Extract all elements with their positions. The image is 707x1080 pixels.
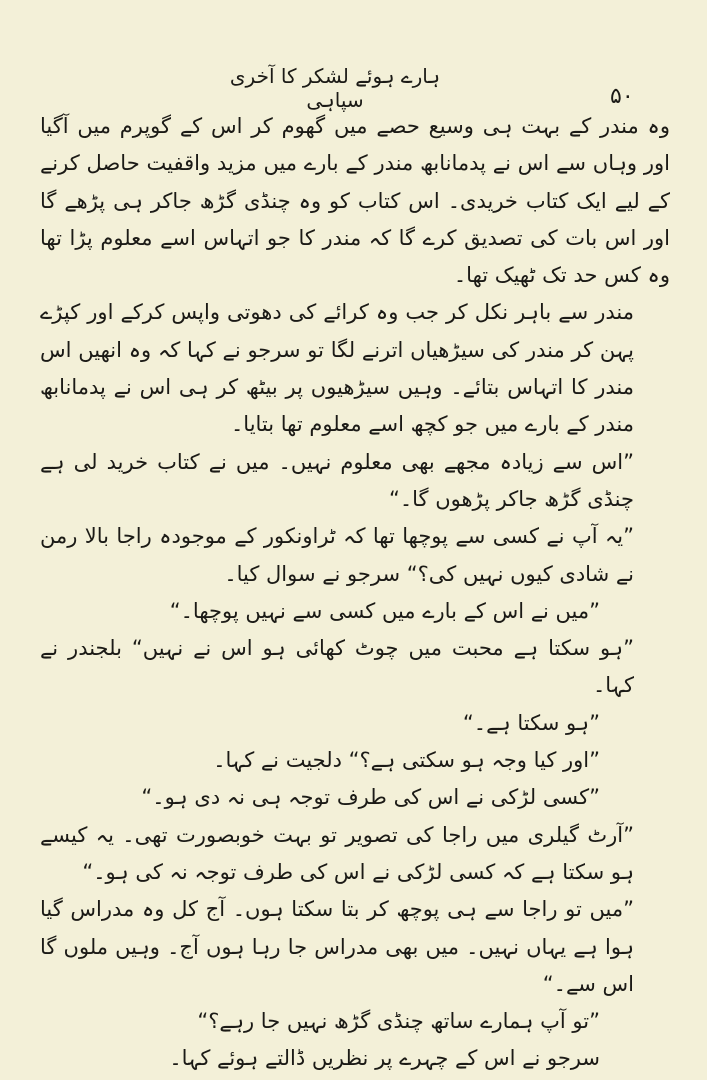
paragraph-1: وہ مندر کے بہت ہی وسیع حصے میں گھوم کر اس کے گوپرم میں آگیا اور وہاں سے اس نے پدمانابھ مندر کے بارے میں مزید واقفیت حاصل کرنے کے لیے ایک کتاب خریدی۔ اس کتاب کو وہ چنڈی گڑھ جاکر ہی پڑھے گا اور اس بات کی تصدیق کرے گا کہ مندر کا جو اتہاس اسے معلوم پڑا تھا وہ کس حد تک ٹھیک تھا۔ (40, 114, 670, 288)
paragraph-13: سرجو نے اس کے چہرے پر نظریں ڈالتے ہوئے کہا۔ (169, 1046, 600, 1071)
paragraph-6: ”ہو سکتا ہے محبت میں چوٹ کھائی ہو اس نے نہیں“ بلجندر نے کہا۔ (40, 636, 634, 698)
paragraph-5: ”میں نے اس کے بارے میں کسی سے نہیں پوچھا۔“ (169, 598, 600, 623)
page-text (40, 108, 670, 1078)
paragraph-7: ”ہو سکتا ہے۔“ (462, 710, 600, 735)
paragraph-4: ”یہ آپ نے کسی سے پوچھا تھا کہ ٹراونکور کے موجودہ راجا بالا رمن نے شادی کیوں نہیں کی؟“ سرجو نے سوال کیا۔ (40, 524, 634, 586)
page-number: ۵۰ (610, 84, 634, 109)
paragraph-12: ”تو آپ ہمارے ساتھ چنڈی گڑھ نہیں جا رہے؟“ (197, 1009, 600, 1034)
paragraph-3: ”اس سے زیادہ مجھے بھی معلوم نہیں۔ میں نے کتاب خرید لی ہے چنڈی گڑھ جاکر پڑھوں گا۔“ (40, 449, 634, 511)
paragraph-9: ”کسی لڑکی نے اس کی طرف توجہ ہی نہ دی ہو۔“ (141, 785, 600, 810)
paragraph-11: ”میں تو راجا سے ہی پوچھ کر بتا سکتا ہوں۔ آج کل وہ مدراس گیا ہوا ہے یہاں نہیں۔ میں بھی مدراس جا رہا ہوں آج۔ وہیں ملوں گا اس سے۔“ (40, 897, 634, 996)
paragraph-8: ”اور کیا وجہ ہو سکتی ہے؟“ دلجیت نے کہا۔ (213, 748, 600, 773)
paragraph-10: ”آرٹ گیلری میں راجا کی تصویر تو بہت خوبصورت تھی۔ یہ کیسے ہو سکتا ہے کہ کسی لڑکی نے اس کی طرف توجہ نہ کی ہو۔“ (40, 822, 634, 884)
paragraph-2: مندر سے باہر نکل کر جب وہ کرائے کی دھوتی واپس کرکے اور کپڑے پہن کر مندر کی سیڑھیاں اترنے لگا تو سرجو نے کہا کہ وہ انھیں اس مندر کا اتہاس بتائے۔ وہیں سیڑھیوں پر بیٹھ کر ہی اس نے پدمانابھ مندر کے بارے میں جو کچھ اسے معلوم تھا بتایا۔ (40, 300, 634, 437)
running-title: ہارے ہوئے لشکر کا آخری سپاہی (229, 64, 441, 112)
